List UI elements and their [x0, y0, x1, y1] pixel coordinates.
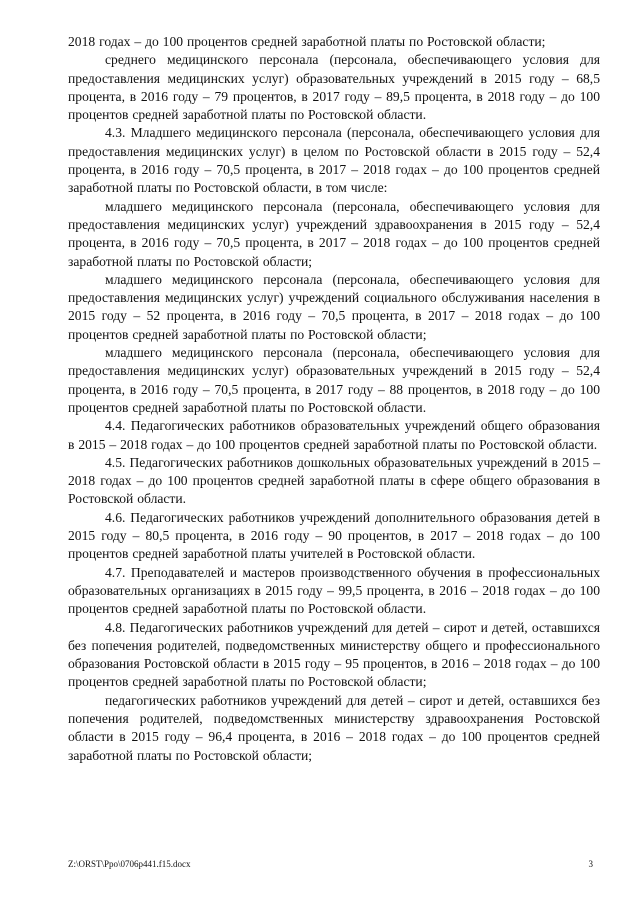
paragraph: среднего медицинского персонала (персонала, обеспечивающего условия для предоставления медицинских услуг) образовательных учреждений в 2015 году – 68,5 процента, в 2016 году – 79 процентов, в 2017 году – 89,5 процента, в 2018 году – до 100 процентов средней заработной платы по Ростовской области.: [68, 52, 600, 123]
footer-file-path: Z:\ORST\Ppo\0706p441.f15.docx: [68, 859, 191, 869]
paragraph: 4.3. Младшего медицинского персонала (персонала, обеспечивающего условия для предоставления медицинских услуг) в целом по Ростовской области в 2015 году – 52,4 процента, в 2016 году – 70,5 процента, в 2017 – 2018 годах – до 100 процентов средней заработной платы по Ростовской области, в том числе:: [68, 125, 600, 196]
paragraph: 4.7. Преподавателей и мастеров производственного обучения в профессиональных образовательных организациях в 2015 году – 99,5 процента, в 2016 – 2018 годах – до 100 процентов средней заработной платы по Ростовской области.: [68, 564, 600, 617]
paragraph: 4.5. Педагогических работников дошкольных образовательных учреждений в 2015 – 2018 годах – до 100 процентов средней заработной платы в сфере общего образования в Ростовской области.: [68, 454, 600, 507]
page-footer: [68, 859, 593, 869]
document-body: [68, 33, 600, 765]
paragraph: педагогических работников учреждений для детей – сирот и детей, оставшихся без попечения родителей, подведомственных министерству здравоохранения Ростовской области в 2015 году – 96,4 процента, в 2016 – 2018 годах – до 100 процентов средней заработной платы по Ростовской области;: [68, 692, 600, 763]
paragraph: младшего медицинского персонала (персонала, обеспечивающего условия для предоставления медицинских услуг) учреждений социального обслуживания населения в 2015 году – 52 процента, в 2016 году – 70,5 процента, в 2017 – 2018 годах – до 100 процентов средней заработной платы по Ростовской области;: [68, 271, 600, 342]
page-number: 3: [588, 859, 593, 869]
paragraph: 4.8. Педагогических работников учреждений для детей – сирот и детей, оставшихся без попечения родителей, подведомственных министерству общего и профессионального образования Ростовской области в 2015 году – 95 процентов, в 2016 – 2018 годах – до 100 процентов средней заработной платы по Ростовской области;: [68, 619, 600, 690]
paragraph: 2018 годах – до 100 процентов средней заработной платы по Ростовской области;: [68, 34, 546, 49]
paragraph: младшего медицинского персонала (персонала, обеспечивающего условия для предоставления медицинских услуг) образовательных учреждений в 2015 году – 52,4 процента, в 2016 году – 70,5 процента, в 2017 году – 88 процентов, в 2018 году – до 100 процентов средней заработной платы по Ростовской области.: [68, 345, 600, 415]
paragraph: младшего медицинского персонала (персонала, обеспечивающего условия для предоставления медицинских услуг) учреждений здравоохранения в 2015 году – 52,4 процента, в 2016 году – 70,5 процента, в 2017 – 2018 годах – до 100 процентов средней заработной платы по Ростовской области;: [68, 198, 600, 269]
paragraph: 4.6. Педагогических работников учреждений дополнительного образования детей в 2015 году – 80,5 процента, в 2016 году – 90 процентов, в 2017 – 2018 годах – до 100 процентов средней заработной платы учителей в Ростовской области.: [68, 509, 600, 562]
paragraph: 4.4. Педагогических работников образовательных учреждений общего образования в 2015 – 2018 годах – до 100 процентов средней заработной платы по Ростовской области.: [68, 418, 600, 452]
